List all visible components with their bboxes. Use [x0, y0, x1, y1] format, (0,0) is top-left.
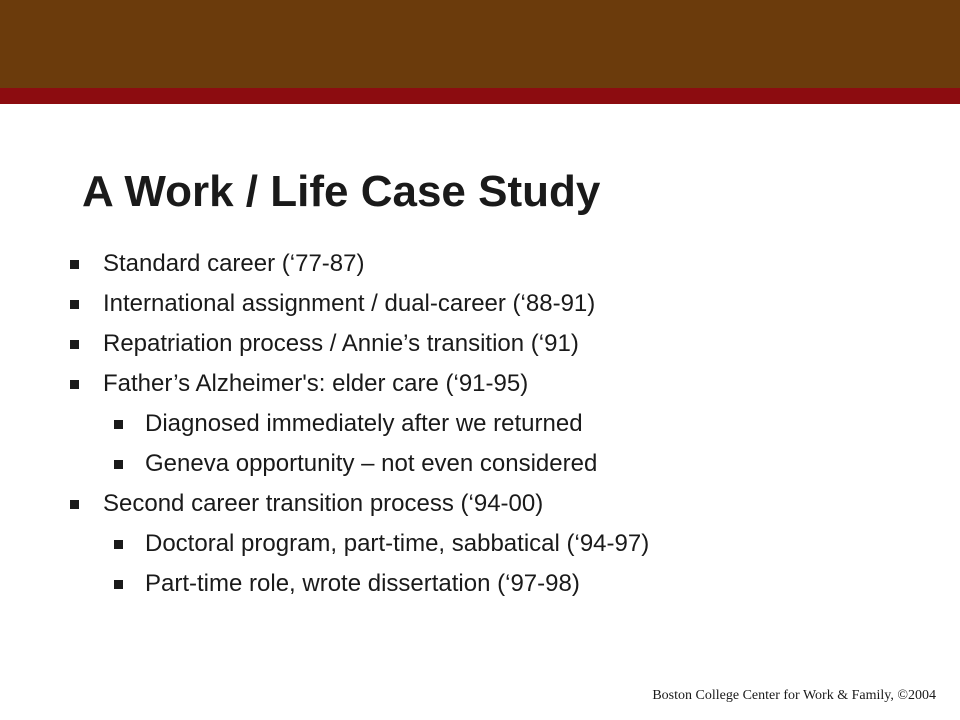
sub-bullet-item: [0, 444, 960, 484]
bullet-text: Doctoral program, part-time, sabbatical (‘94-97): [145, 530, 650, 557]
bullet-text: Geneva opportunity – not even considered: [145, 450, 598, 477]
bullet-text: Diagnosed immediately after we returned: [145, 410, 583, 437]
slide-title: A Work / Life Case Study: [82, 167, 601, 216]
bullet-item: [0, 484, 960, 524]
square-bullet-icon: [114, 420, 123, 429]
footer-credit: Boston College Center for Work & Family, ©2004: [652, 688, 936, 703]
square-bullet-icon: [114, 580, 123, 589]
header-band: [0, 0, 960, 88]
bullet-text: Father’s Alzheimer's: elder care (‘91-95): [103, 370, 529, 397]
bullet-item: [0, 364, 960, 404]
bullet-text: Part-time role, wrote dissertation (‘97-98): [145, 570, 580, 597]
bullet-text: Standard career (‘77-87): [103, 250, 365, 277]
bullet-item: [0, 284, 960, 324]
sub-bullet-item: [0, 564, 960, 604]
bullet-list: [0, 244, 960, 604]
header-stripe: [0, 88, 960, 104]
bullet-text: International assignment / dual-career (‘88-91): [103, 290, 596, 317]
sub-bullet-item: [0, 524, 960, 564]
bullet-text: Second career transition process (‘94-00): [103, 490, 544, 517]
square-bullet-icon: [70, 500, 79, 509]
bullet-item: [0, 324, 960, 364]
bullet-text: Repatriation process / Annie’s transition (‘91): [103, 330, 579, 357]
square-bullet-icon: [70, 340, 79, 349]
square-bullet-icon: [114, 460, 123, 469]
square-bullet-icon: [114, 540, 123, 549]
square-bullet-icon: [70, 380, 79, 389]
square-bullet-icon: [70, 260, 79, 269]
sub-bullet-item: [0, 404, 960, 444]
bullet-item: [0, 244, 960, 284]
square-bullet-icon: [70, 300, 79, 309]
